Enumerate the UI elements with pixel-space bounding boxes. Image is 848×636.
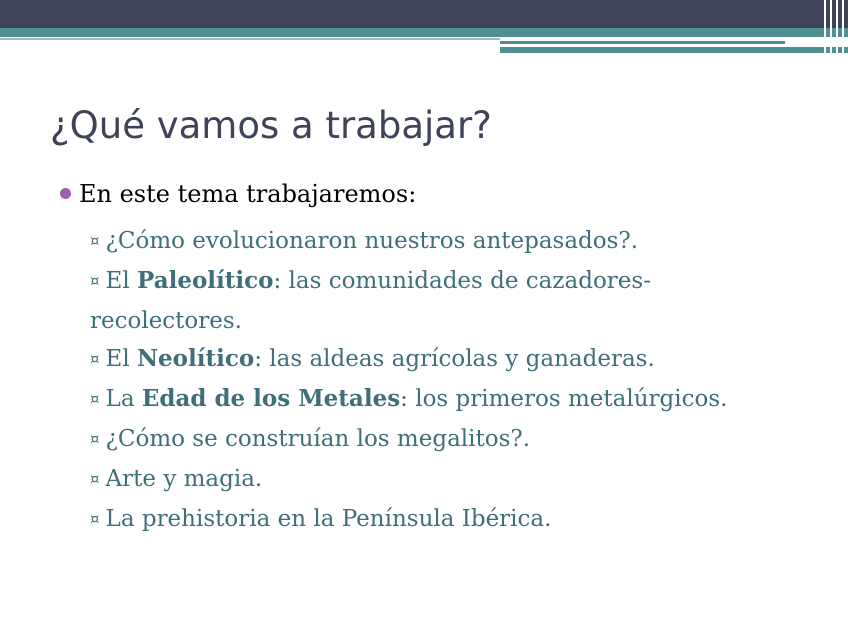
bullet-dot-icon [60, 188, 71, 199]
list-item [90, 222, 770, 262]
item-text: El [105, 268, 138, 294]
item-text: ¿Cómo evolucionaron nuestros antepasados?. [105, 228, 639, 254]
currency-bullet-icon: ¤ [90, 470, 100, 488]
list-item [90, 340, 770, 380]
item-text: La prehistoria en la Península Ibérica. [105, 506, 552, 532]
currency-bullet-icon: ¤ [90, 272, 100, 290]
header-accent-line-thin [500, 41, 785, 44]
item-bold-text: Paleolítico [137, 267, 274, 294]
currency-bullet-icon: ¤ [90, 350, 100, 368]
header-dark-band [0, 0, 848, 28]
item-text: El [105, 346, 138, 372]
header-teal-band [0, 28, 848, 37]
currency-bullet-icon: ¤ [90, 390, 100, 408]
list-item [90, 262, 770, 340]
item-text: ¿Cómo se construían los megalitos?. [105, 426, 531, 452]
item-bold-text: Neolítico [137, 345, 255, 372]
list-item [90, 420, 770, 460]
main-bullet-point [60, 180, 416, 208]
item-text: Arte y magia. [105, 466, 263, 492]
currency-bullet-icon: ¤ [90, 510, 100, 528]
item-text-after: : los primeros metalúrgicos. [400, 386, 728, 412]
header-light-line [0, 38, 500, 40]
currency-bullet-icon: ¤ [90, 430, 100, 448]
main-bullet-text: En este tema trabajaremos: [79, 180, 417, 208]
list-item [90, 500, 770, 540]
header-vertical-lines [818, 0, 848, 56]
item-text-after: : las comunidades de cazadores-recolectores. [90, 268, 651, 334]
item-text: La [105, 386, 142, 412]
slide-title: ¿Qué vamos a trabajar? [50, 104, 492, 147]
list-item [90, 460, 770, 500]
header-accent-line-thick [500, 47, 848, 53]
item-bold-text: Edad de los Metales [141, 385, 401, 412]
sub-bullet-list [90, 222, 770, 540]
currency-bullet-icon: ¤ [90, 232, 100, 250]
list-item [90, 380, 770, 420]
item-text-after: : las aldeas agrícolas y ganaderas. [254, 346, 655, 372]
